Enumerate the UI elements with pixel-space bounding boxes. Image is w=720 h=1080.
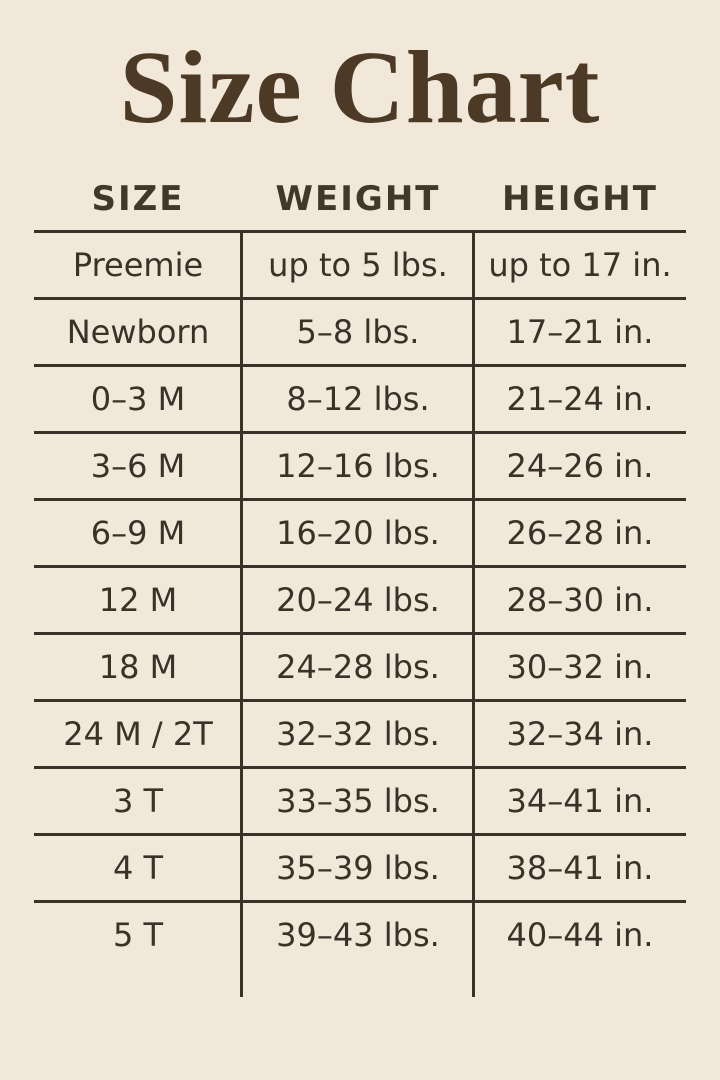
cell-size: Newborn [66,313,210,352]
cell-height: 30–32 in. [506,648,654,687]
column-header-size: SIZE [91,179,185,220]
cell-size: 3–6 M [90,447,186,486]
cell-weight: 8–12 lbs. [286,380,430,419]
cell-weight: 5–8 lbs. [296,313,420,352]
cell-weight: 24–28 lbs. [276,648,440,687]
table-row-newborn [34,297,686,364]
cell-size: Preemie [72,246,204,285]
column-divider-1 [240,230,243,997]
column-divider-2 [472,230,475,997]
cell-weight: up to 5 lbs. [268,246,448,285]
size-table [34,168,686,997]
cell-size: 24 M / 2T [63,715,213,754]
table-row-3-6m [34,431,686,498]
table-row-0-3m [34,364,686,431]
table-row-4t [34,833,686,900]
cell-height: 34–41 in. [506,782,654,821]
cell-size: 6–9 M [90,514,186,553]
column-header-weight: WEIGHT [275,179,441,220]
page-title: Size Chart [119,30,601,145]
table-row-18m [34,632,686,699]
cell-size: 3 T [112,782,164,821]
cell-weight: 35–39 lbs. [276,849,440,888]
cell-height: 32–34 in. [506,715,654,754]
cell-weight: 32–32 lbs. [276,715,440,754]
cell-size: 18 M [98,648,178,687]
table-row-3t [34,766,686,833]
table-row-24m-2t [34,699,686,766]
cell-weight: 12–16 lbs. [276,447,440,486]
cell-height: up to 17 in. [488,246,672,285]
table-row-12m [34,565,686,632]
cell-weight: 33–35 lbs. [276,782,440,821]
cell-height: 17–21 in. [506,313,654,352]
cell-size: 12 M [98,581,178,620]
cell-height: 40–44 in. [506,916,654,955]
table-row-preemie [34,230,686,297]
table-row-6-9m [34,498,686,565]
cell-weight: 20–24 lbs. [276,581,440,620]
table-body [34,230,686,997]
cell-height: 26–28 in. [506,514,654,553]
cell-size: 5 T [112,916,164,955]
cell-height: 24–26 in. [506,447,654,486]
cell-size: 0–3 M [90,380,186,419]
table-row-5t [34,900,686,967]
cell-size: 4 T [112,849,164,888]
cell-height: 38–41 in. [506,849,654,888]
cell-height: 28–30 in. [506,581,654,620]
cell-weight: 16–20 lbs. [276,514,440,553]
cell-weight: 39–43 lbs. [276,916,440,955]
table-header-row [34,168,686,230]
cell-height: 21–24 in. [506,380,654,419]
column-header-height: HEIGHT [502,179,658,220]
